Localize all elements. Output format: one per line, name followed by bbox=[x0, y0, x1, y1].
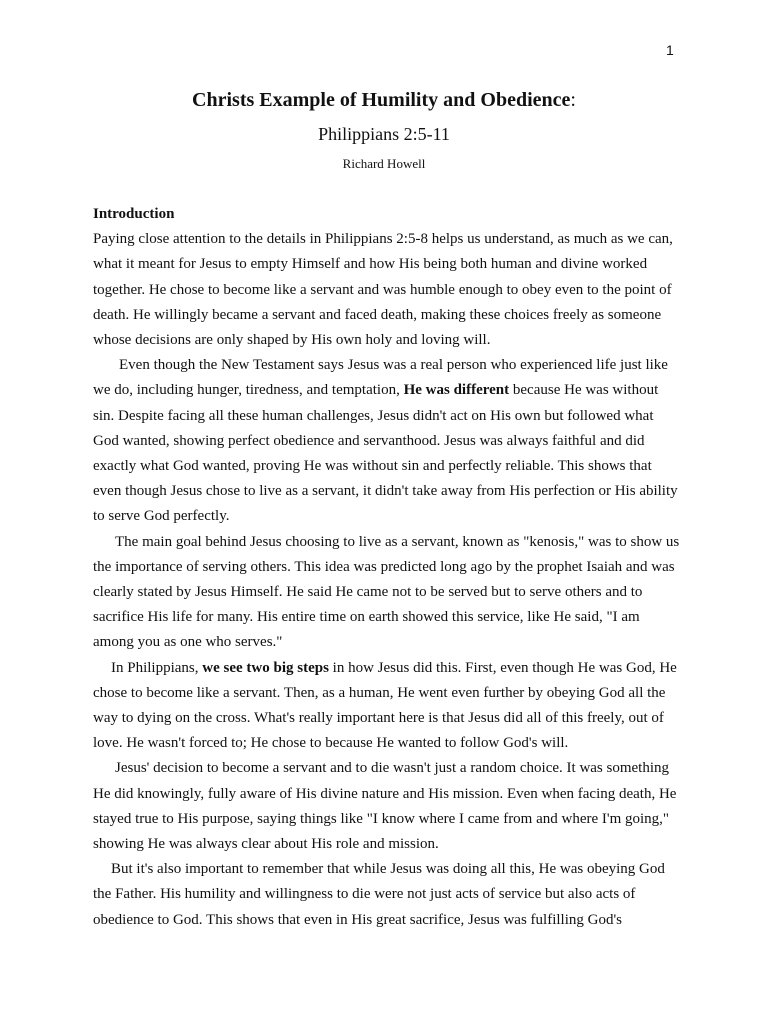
document-subtitle: Philippians 2:5-11 bbox=[318, 124, 450, 144]
paragraph-4-text-c: in how Jesus did this. First, even though He was God, He chose to become like a servant. Then, as a human, He went even further by obeying God all the way to dying on the cross. What's really important here is that Jesus did all of this freely, out of love. He wasn't forced to; He chose to because He wanted to follow God's will. bbox=[93, 659, 677, 752]
paragraph-6: But it's also important to remember that while Jesus was doing all this, He was obeying God the Father. His humility and willingness to die were not just acts of service but also acts of obedience to God. This shows that even in His great sacrifice, Jesus was fulfilling God's bbox=[93, 861, 665, 928]
paragraph-3: The main goal behind Jesus choosing to live as a servant, known as "kenosis," was to show us the importance of serving others. This idea was predicted long ago by the prophet Isaiah and was clearly stated by Jesus Himself. He said He came not to be served but to serve others and to sacrifice His life for many. His entire time on earth showed this service, like He said, "I am among you as one who serves." bbox=[93, 533, 680, 651]
document-body bbox=[93, 202, 683, 933]
document-author: Richard Howell bbox=[342, 156, 426, 171]
paragraph-4-bold: we see two big steps bbox=[202, 659, 329, 676]
paragraph-4-text-a: In Philippians, bbox=[111, 659, 203, 676]
paragraph-5: Jesus' decision to become a servant and to die wasn't just a random choice. It was something He did knowingly, fully aware of His divine nature and His mission. Even when facing death, He stayed true to His purpose, saying things like "I know where I came from and where I'm going," showing He was always clear about His role and mission. bbox=[93, 760, 677, 853]
paragraph-2-text-c: because He was without sin. Despite facing all these human challenges, Jesus didn't act on His own but followed what God wanted, showing perfect obedience and servanthood. Jesus was always faithful and did exactly what God wanted, proving He was without sin and perfectly reliable. This shows that even though Jesus chose to live as a servant, it didn't take away from His perfection or His ability to serve God perfectly. bbox=[93, 382, 678, 525]
section-heading: Introduction bbox=[93, 206, 175, 222]
page-number: 1 bbox=[666, 42, 674, 58]
paragraph-2 bbox=[93, 353, 683, 529]
paragraph-2-text-a: Even though the New Testament says Jesus was a real person who experienced life just like we do, including hunger, tiredness, and temptation, bbox=[93, 357, 668, 399]
paragraph-4 bbox=[93, 656, 683, 757]
paragraph-1: Paying close attention to the details in Philippians 2:5-8 helps us understand, as much as we can, what it meant for Jesus to empty Himself and how His being both human and divine worked together. He chose to become like a servant and was humble enough to obey even to the point of death. He willingly became a servant and faced death, making these choices freely as someone whose decisions are only shaped by His own holy and loving will. bbox=[93, 231, 673, 349]
document-title-text: Christs Example of Humility and Obedience bbox=[192, 89, 571, 111]
document-title-colon: : bbox=[570, 89, 576, 111]
document-title bbox=[0, 86, 768, 114]
paragraph-2-bold: He was different bbox=[403, 382, 510, 399]
